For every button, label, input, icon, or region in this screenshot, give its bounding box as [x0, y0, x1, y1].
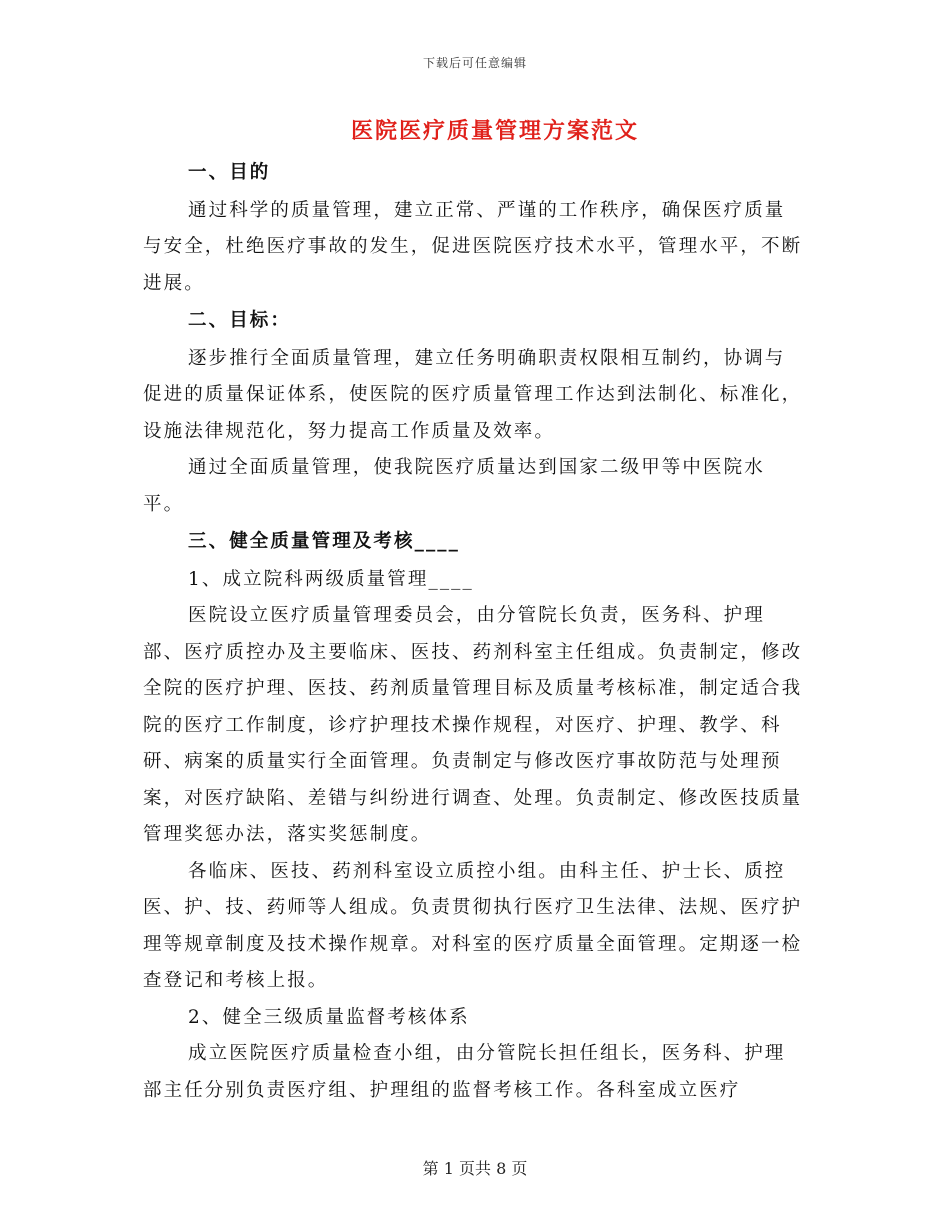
paragraph-qc-groups: 各临床、医技、药剂科室设立质控小组。由科主任、护士长、质控医、护、技、药师等人组成。负责贯彻执行医疗卫生法律、法规、医疗护理等规章制度及技术操作规章。对科室的医疗质量全面管理。定期逐一检查登记和考核上报。: [143, 860, 803, 991]
paragraph-purpose: 通过科学的质量管理，建立正常、严谨的工作秩序，确保医疗质量与安全，杜绝医疗事故的发生，促进医院医疗技术水平，管理水平，不断进展。: [143, 199, 803, 294]
subheading-three-level-system: 2、健全三级质量监督考核体系: [188, 1006, 470, 1028]
paragraph-inspection-group: 成立医院医疗质量检查小组，由分管院长担任组长，医务科、护理部主任分别负责医疗组、护理组的监督考核工作。各科室成立医疗: [143, 1043, 786, 1101]
section-heading-purpose: 一、目的: [188, 162, 271, 183]
page-number: 第 1 页共 8 页: [422, 1159, 528, 1178]
paragraph-goals: 逐步推行全面质量管理，建立任务明确职责权限相互制约，协调与促进的质量保证体系，使医院的医疗质量管理工作达到法制化、标准化，设施法律规范化，努力提高工作质量及效率。: [143, 347, 803, 442]
section-heading-goals: 二、目标：: [188, 310, 292, 331]
document-title: 医院医疗质量管理方案范文: [350, 118, 639, 144]
paragraph-committee: 医院设立医疗质量管理委员会，由分管院长负责，医务科、护理部、医疗质控办及主要临床、医技、药剂科室主任组成。负责制定，修改全院的医疗护理、医技、药剂质量管理目标及质量考核标准，制定适合我院的医疗工作制度，诊疗护理技术操作规程，对医疗、护理、教学、科研、病案的质量实行全面管理。负责制定与修改医疗事故防范与处理预案，对医疗缺陷、差错与纠纷进行调查、处理。负责制定、修改医技质量管理奖惩办法，落实奖惩制度。: [143, 605, 803, 845]
document-body: [143, 154, 803, 1109]
paragraph-goals-level: 通过全面质量管理，使我院医疗质量达到国家二级甲等中医院水平。: [143, 457, 765, 515]
section-heading-management: 三、健全质量管理及考核____: [188, 531, 461, 552]
header-note: 下载后可任意编辑: [422, 56, 527, 70]
subheading-two-level-management: 1、成立院科两级质量管理____: [188, 568, 474, 590]
